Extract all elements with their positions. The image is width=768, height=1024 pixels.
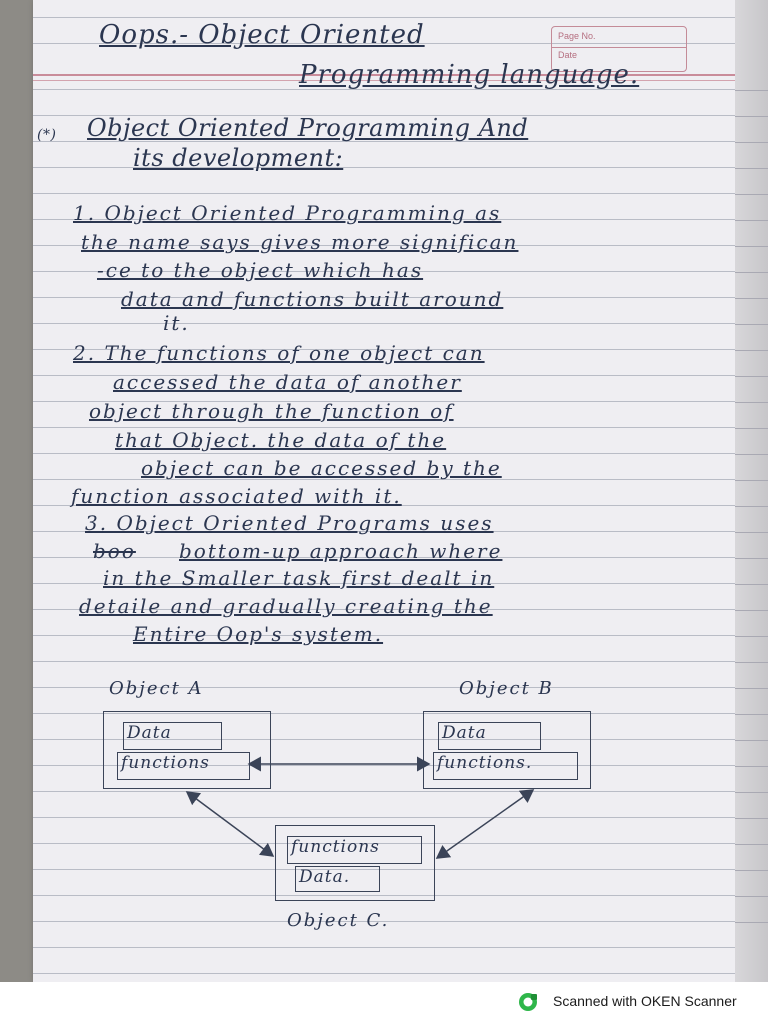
next-page-edge — [735, 0, 768, 982]
notebook-page — [33, 0, 735, 982]
point-2-line-5: object can be accessed by the — [141, 456, 502, 480]
point-2-line-4: that Object. the data of the — [115, 428, 447, 452]
point-1-line-5: it. — [163, 311, 190, 335]
object-c-functions-cell: functions — [287, 836, 422, 864]
scanner-footer — [0, 982, 768, 1024]
point-2-line-2: accessed the data of another — [113, 370, 462, 394]
point-1-line-3: -ce to the object which has — [97, 258, 424, 282]
point-3-line-5: Entire Oop's system. — [133, 622, 384, 646]
heading-line-2: Programming language. — [299, 60, 640, 90]
point-1-line-4: data and functions built around — [121, 287, 504, 311]
oken-scanner-logo-icon — [518, 992, 538, 1012]
arrow-a-to-c — [187, 792, 273, 856]
heading-line-1: Oops.- Object Oriented — [99, 20, 425, 50]
scanned-with-text: Scanned with OKEN Scanner — [553, 993, 737, 1009]
object-a-data-cell: Data — [123, 722, 222, 750]
diagram-arrows — [33, 0, 735, 982]
point-1-line-2: the name says gives more significan — [81, 230, 519, 254]
point-2-line-1: 2. The functions of one object can — [73, 341, 485, 365]
section-title-line-1: Object Oriented Programming And — [87, 114, 529, 142]
point-2-line-3: object through the function of — [89, 399, 454, 423]
object-a-functions-cell: functions — [117, 752, 250, 780]
point-3-line-1: 3. Object Oriented Programs uses — [85, 511, 494, 535]
object-b-functions-cell: functions. — [433, 752, 578, 780]
object-c-label: Object C. — [287, 910, 390, 931]
object-b-label: Object B — [459, 678, 554, 699]
object-a-label: Object A — [109, 678, 204, 699]
point-1-line-1: 1. Object Oriented Programming as — [73, 201, 502, 225]
page-no-label: Page No. — [558, 31, 596, 41]
section-title-line-2: its development: — [133, 144, 344, 172]
point-3-crossed-word: boo — [93, 539, 136, 563]
object-b-data-cell: Data — [438, 722, 541, 750]
point-3-line-2: bottom-up approach where — [179, 539, 503, 563]
object-c-data-cell: Data. — [295, 866, 380, 892]
point-3-line-4: detaile and gradually creating the — [79, 594, 493, 618]
section-marker: (*) — [37, 127, 57, 143]
date-label: Date — [558, 50, 578, 60]
arrow-b-to-c — [437, 790, 533, 858]
point-3-line-3: in the Smaller task first dealt in — [103, 566, 495, 590]
point-2-line-6: function associated with it. — [71, 484, 402, 508]
